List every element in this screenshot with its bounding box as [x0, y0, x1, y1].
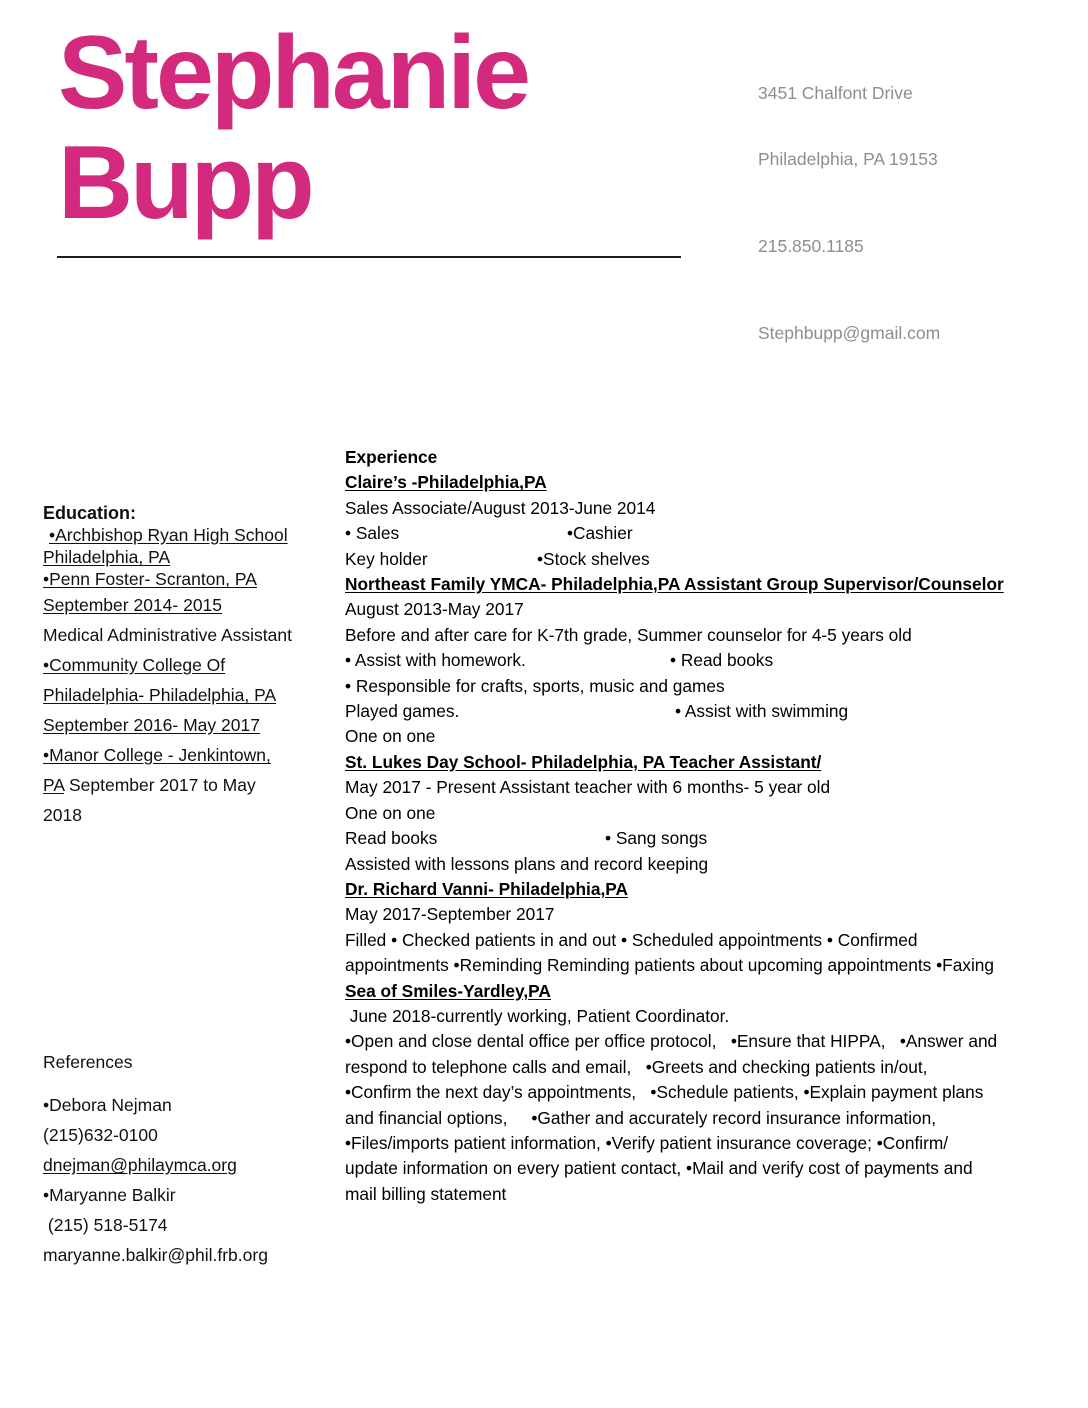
experience-section: [345, 445, 1075, 1207]
job-title: Sea of Smiles-Yardley,PA: [345, 980, 551, 1001]
bullet-item: • Assist with homework.: [345, 650, 526, 671]
contact-email: Stephbupp@gmail.com: [758, 323, 941, 343]
job-subtitle: Sales Associate/August 2013-June 2014: [345, 497, 656, 518]
contact-address-line2: Philadelphia, PA 19153: [758, 149, 938, 169]
experience-line: One on one: [345, 802, 436, 823]
reference-name: •Debora Nejman: [43, 1095, 172, 1115]
bullet-item: • Sang songs: [605, 828, 708, 849]
education-line: Philadelphia, PA: [43, 547, 171, 567]
experience-line: • Responsible for crafts, sports, music and games: [345, 675, 725, 696]
experience-line: [345, 699, 1075, 724]
bullet-item: Read books: [345, 828, 438, 849]
contact-phone: 215.850.1185: [758, 236, 864, 256]
bullet-item: •Cashier: [567, 523, 633, 544]
education-line: •Penn Foster- Scranton, PA: [43, 569, 257, 589]
education-line: September 2014- 2015: [43, 595, 223, 615]
contact-info: [758, 38, 940, 388]
experience-line: •Confirm the next day’s appointments, •Schedule patients, •Explain payment plans: [345, 1082, 984, 1103]
education-heading: Education:: [43, 503, 136, 523]
experience-line: Filled • Checked patients in and out • Scheduled appointments • Confirmed: [345, 929, 918, 950]
name-line-1: Stephanie: [58, 15, 528, 131]
experience-line: One on one: [345, 726, 436, 747]
experience-heading: Experience: [345, 447, 438, 467]
education-section: [43, 502, 343, 830]
bullet-item: •Stock shelves: [537, 548, 650, 569]
reference-phone: (215)632-0100: [43, 1125, 158, 1145]
experience-line: mail billing statement: [345, 1183, 507, 1204]
reference-phone: (215) 518-5174: [43, 1215, 168, 1235]
reference-email: maryanne.balkir@phil.frb.org: [43, 1245, 268, 1265]
references-heading: References: [43, 1052, 133, 1072]
experience-line: appointments •Reminding Reminding patients about upcoming appointments •Faxing: [345, 955, 995, 976]
bullet-item: • Assist with swimming: [675, 701, 849, 722]
education-line: Philadelphia- Philadelphia, PA: [43, 685, 277, 705]
experience-line: [345, 547, 1075, 572]
bullet-item: • Read books: [670, 650, 774, 671]
job-subtitle: June 2018-currently working, Patient Coordinator.: [345, 1005, 730, 1026]
left-column: [43, 502, 343, 1270]
experience-line: •Open and close dental office per office protocol, •Ensure that HIPPA, •Answer and: [345, 1031, 998, 1052]
education-line: •Archbishop Ryan High School: [49, 525, 288, 545]
experience-line: respond to telephone calls and email, •Greets and checking patients in/out,: [345, 1056, 928, 1077]
name-line-2: Bupp: [58, 125, 312, 241]
reference-name: •Maryanne Balkir: [43, 1185, 176, 1205]
experience-line: update information on every patient contact, •Mail and verify cost of payments and: [345, 1158, 973, 1179]
education-line: September 2016- May 2017: [43, 715, 260, 735]
experience-line: Before and after care for K-7th grade, Summer counselor for 4-5 years old: [345, 624, 912, 645]
education-line-plain-part: September 2017 to May: [64, 775, 256, 795]
education-line-underlined-part: PA: [43, 775, 65, 795]
bullet-item: • Sales: [345, 523, 400, 544]
job-subtitle: May 2017-September 2017: [345, 904, 555, 925]
education-line: [43, 770, 343, 800]
references-section: [43, 1047, 343, 1270]
education-line: •Community College Of: [43, 655, 226, 675]
experience-line: [345, 826, 1075, 851]
experience-line: •Files/imports patient information, •Verify patient insurance coverage; •Confirm/: [345, 1132, 949, 1153]
job-title: Northeast Family YMCA- Philadelphia,PA Assistant Group Supervisor/Counselor: [345, 574, 1004, 595]
job-subtitle: August 2013-May 2017: [345, 599, 524, 620]
header-divider: [57, 256, 681, 258]
person-name: [58, 15, 528, 241]
job-title: St. Lukes Day School- Philadelphia, PA Teacher Assistant/: [345, 751, 822, 772]
education-line: Medical Administrative Assistant: [43, 625, 292, 645]
education-line: 2018: [43, 805, 82, 825]
education-line: •Manor College - Jenkintown,: [43, 745, 271, 765]
experience-line: [345, 521, 1075, 546]
experience-line: and financial options, •Gather and accurately record insurance information,: [345, 1107, 937, 1128]
experience-line: Assisted with lessons plans and record keeping: [345, 853, 709, 874]
experience-line: [345, 648, 1075, 673]
job-subtitle: May 2017 - Present Assistant teacher with 6 months- 5 year old: [345, 777, 831, 798]
bullet-item: Key holder: [345, 548, 428, 569]
contact-address-line1: 3451 Chalfont Drive: [758, 83, 913, 103]
job-title: Dr. Richard Vanni- Philadelphia,PA: [345, 878, 628, 899]
reference-email-link[interactable]: dnejman@philaymca.org: [43, 1155, 237, 1175]
job-title: Claire’s -Philadelphia,PA: [345, 472, 547, 493]
bullet-item: Played games.: [345, 701, 460, 722]
